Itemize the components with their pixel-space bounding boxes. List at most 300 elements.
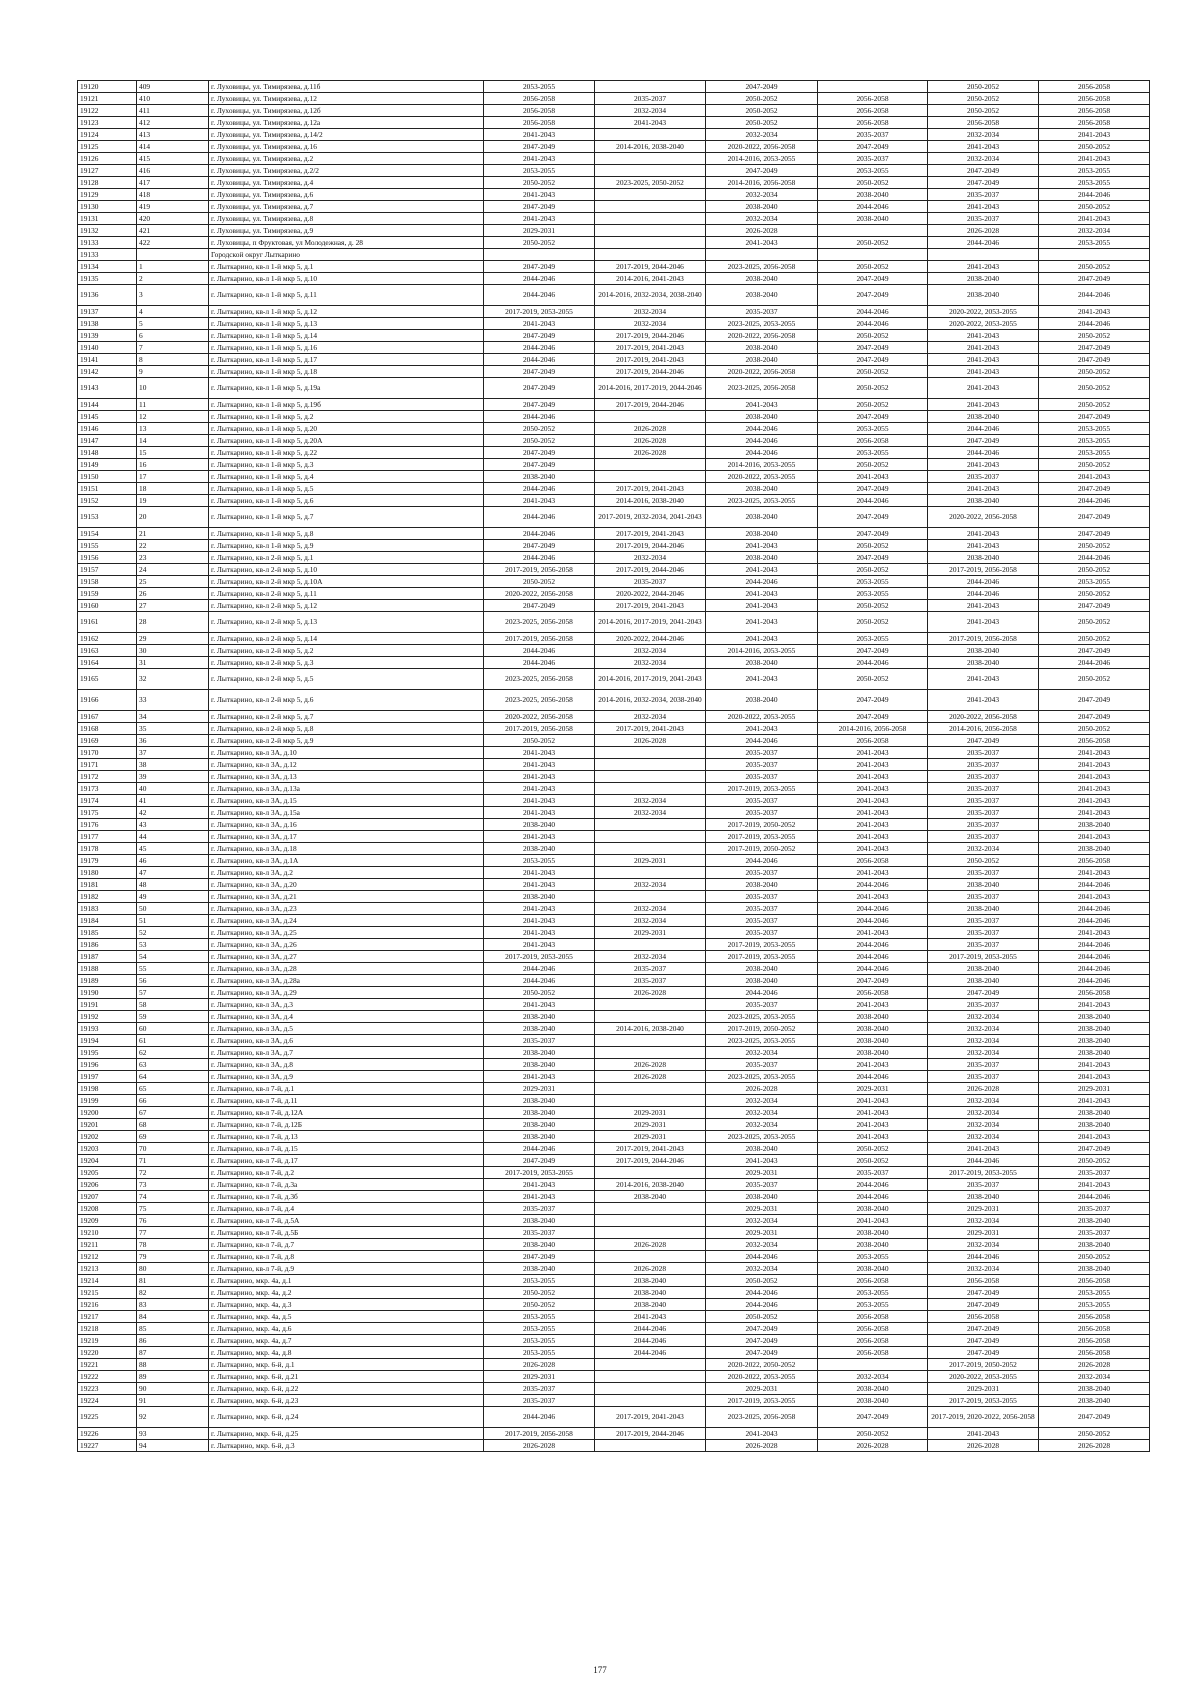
table-cell: 2044-2046 xyxy=(706,1251,818,1263)
table-cell: 19171 xyxy=(78,759,137,771)
table-cell: 2044-2046 xyxy=(484,273,595,285)
table-row xyxy=(78,915,1150,927)
table-cell: 2044-2046 xyxy=(484,1143,595,1155)
table-cell: 2041-2043 xyxy=(928,459,1039,471)
table-row xyxy=(78,588,1150,600)
table-cell: г. Лыткарино, кв-л 7-й, д.8 xyxy=(209,1251,484,1263)
table-cell: 2041-2043 xyxy=(818,747,928,759)
table-cell: 2050-2052 xyxy=(1039,1155,1150,1167)
table-cell: 2038-2040 xyxy=(484,1107,595,1119)
table-cell: г. Лыткарино, кв-л 3А, д.26 xyxy=(209,939,484,951)
table-cell: 13 xyxy=(137,423,209,435)
table-row xyxy=(78,330,1150,342)
table-cell: 2038-2040 xyxy=(928,975,1039,987)
table-cell: 2044-2046 xyxy=(706,735,818,747)
table-cell: 76 xyxy=(137,1215,209,1227)
table-row xyxy=(78,459,1150,471)
table-cell: 2053-2055 xyxy=(1039,435,1150,447)
table-cell: 2050-2052 xyxy=(818,378,928,399)
table-cell: 2020-2022, 2056-2058 xyxy=(928,711,1039,723)
table-cell: 19151 xyxy=(78,483,137,495)
table-cell: 2050-2052 xyxy=(1039,1428,1150,1440)
table-cell: 2029-2031 xyxy=(818,1083,928,1095)
table-cell: 2017-2019, 2050-2052 xyxy=(706,1023,818,1035)
table-cell: 2038-2040 xyxy=(1039,1035,1150,1047)
table-cell: 2050-2052 xyxy=(818,261,928,273)
table-cell: 2014-2016, 2053-2055 xyxy=(706,459,818,471)
table-cell: 2044-2046 xyxy=(818,879,928,891)
table-cell: 2047-2049 xyxy=(1039,690,1150,711)
table-row xyxy=(78,843,1150,855)
table-cell: 2053-2055 xyxy=(818,588,928,600)
table-cell: 2035-2037 xyxy=(818,153,928,165)
table-cell: 2047-2049 xyxy=(484,201,595,213)
table-cell: 19183 xyxy=(78,903,137,915)
table-cell: 19211 xyxy=(78,1239,137,1251)
table-row xyxy=(78,189,1150,201)
table-cell: 61 xyxy=(137,1035,209,1047)
table-cell xyxy=(595,831,706,843)
table-cell: 2050-2052 xyxy=(484,237,595,249)
table-cell xyxy=(595,153,706,165)
table-cell: 2032-2034 xyxy=(595,951,706,963)
table-cell: 2041-2043 xyxy=(928,1143,1039,1155)
table-cell: 2035-2037 xyxy=(595,93,706,105)
table-cell: 2032-2034 xyxy=(928,1107,1039,1119)
table-cell: г. Лыткарино, мкр. 6-й, д.21 xyxy=(209,1371,484,1383)
table-cell: г. Лыткарино, кв-л 1-й мкр 5, д.9 xyxy=(209,540,484,552)
table-cell: 2050-2052 xyxy=(1039,399,1150,411)
table-cell: 2035-2037 xyxy=(928,939,1039,951)
table-cell: 19220 xyxy=(78,1347,137,1359)
table-cell: 2038-2040 xyxy=(595,1275,706,1287)
table-cell: 2032-2034 xyxy=(595,807,706,819)
table-cell: 2017-2019, 2044-2046 xyxy=(595,540,706,552)
table-cell: 2047-2049 xyxy=(1039,711,1150,723)
table-cell: 2026-2028 xyxy=(706,225,818,237)
table-cell: г. Лыткарино, кв-л 1-й мкр 5, д.20А xyxy=(209,435,484,447)
table-cell xyxy=(595,1359,706,1371)
table-cell: 2032-2034 xyxy=(706,213,818,225)
table-cell: 410 xyxy=(137,93,209,105)
table-cell: 2038-2040 xyxy=(484,1059,595,1071)
table-cell: 2038-2040 xyxy=(706,354,818,366)
table-cell: 2017-2019, 2053-2055 xyxy=(928,1167,1039,1179)
table-cell: 2047-2049 xyxy=(706,1323,818,1335)
table-row xyxy=(78,1191,1150,1203)
table-cell: 2050-2052 xyxy=(1039,330,1150,342)
table-cell: 2014-2016, 2017-2019, 2041-2043 xyxy=(595,669,706,690)
table-cell: 2056-2058 xyxy=(1039,117,1150,129)
table-cell: г. Лыткарино, кв-л 2-й мкр 5, д.14 xyxy=(209,633,484,645)
table-cell: 2041-2043 xyxy=(928,366,1039,378)
table-cell: 2035-2037 xyxy=(706,891,818,903)
table-cell: 2047-2049 xyxy=(484,330,595,342)
table-cell: 412 xyxy=(137,117,209,129)
table-cell: 19179 xyxy=(78,855,137,867)
table-cell: 19177 xyxy=(78,831,137,843)
table-cell: 2038-2040 xyxy=(595,1299,706,1311)
table-cell: 2038-2040 xyxy=(1039,1047,1150,1059)
table-cell: 19173 xyxy=(78,783,137,795)
table-cell: 2056-2058 xyxy=(818,105,928,117)
table-cell: г. Лыткарино, кв-л 1-й мкр 5, д.7 xyxy=(209,507,484,528)
table-cell: 43 xyxy=(137,819,209,831)
table-row xyxy=(78,564,1150,576)
table-cell: 2029-2031 xyxy=(706,1203,818,1215)
table-cell: 2038-2040 xyxy=(1039,1395,1150,1407)
table-cell: 2026-2028 xyxy=(595,1239,706,1251)
table-cell: г. Лыткарино, мкр. 4а, д.7 xyxy=(209,1335,484,1347)
table-cell: 40 xyxy=(137,783,209,795)
table-cell: 2041-2043 xyxy=(818,891,928,903)
table-cell: 2044-2046 xyxy=(706,987,818,999)
table-cell: 2056-2058 xyxy=(1039,1347,1150,1359)
table-cell: 2020-2022, 2050-2052 xyxy=(706,1359,818,1371)
table-cell: 54 xyxy=(137,951,209,963)
table-row xyxy=(78,1407,1150,1428)
table-cell: 39 xyxy=(137,771,209,783)
table-row xyxy=(78,1383,1150,1395)
table-cell: г. Лыткарино, кв-л 3А, д.7 xyxy=(209,1047,484,1059)
table-cell: 2044-2046 xyxy=(595,1335,706,1347)
table-cell: 19196 xyxy=(78,1059,137,1071)
table-cell: 2044-2046 xyxy=(818,963,928,975)
table-cell: 19227 xyxy=(78,1440,137,1452)
table-cell: 19195 xyxy=(78,1047,137,1059)
table-cell: 19190 xyxy=(78,987,137,999)
table-cell xyxy=(595,999,706,1011)
table-cell: 2050-2052 xyxy=(484,1287,595,1299)
table-cell: 2032-2034 xyxy=(928,1011,1039,1023)
table-cell: г. Лыткарино, кв-л 3А, д.1А xyxy=(209,855,484,867)
table-cell: 2032-2034 xyxy=(595,306,706,318)
table-cell: 2050-2052 xyxy=(818,1155,928,1167)
table-cell: 2035-2037 xyxy=(706,771,818,783)
table-cell xyxy=(595,225,706,237)
table-cell: 2035-2037 xyxy=(1039,1227,1150,1239)
table-cell: 2023-2025, 2056-2058 xyxy=(706,378,818,399)
table-cell: 2032-2034 xyxy=(595,795,706,807)
table-cell: 2017-2019, 2053-2055 xyxy=(928,1395,1039,1407)
table-cell: 2032-2034 xyxy=(595,903,706,915)
table-cell: 2044-2046 xyxy=(484,552,595,564)
table-cell: 2053-2055 xyxy=(818,576,928,588)
table-row xyxy=(78,1371,1150,1383)
table-cell: 2041-2043 xyxy=(484,939,595,951)
table-cell: 2041-2043 xyxy=(818,1059,928,1071)
table-cell: 2023-2025, 2053-2055 xyxy=(706,1011,818,1023)
table-cell: 19166 xyxy=(78,690,137,711)
table-cell: 2032-2034 xyxy=(1039,1371,1150,1383)
table-cell: 2038-2040 xyxy=(818,1047,928,1059)
table-cell: 2020-2022, 2056-2058 xyxy=(706,330,818,342)
table-row xyxy=(78,528,1150,540)
table-cell: 15 xyxy=(137,447,209,459)
table-row xyxy=(78,633,1150,645)
table-cell: 2014-2016, 2038-2040 xyxy=(595,141,706,153)
table-cell: 2026-2028 xyxy=(706,1440,818,1452)
table-cell: 2038-2040 xyxy=(595,1287,706,1299)
table-cell: 2041-2043 xyxy=(484,318,595,330)
table-cell: 2053-2055 xyxy=(818,1299,928,1311)
table-cell: 2056-2058 xyxy=(1039,855,1150,867)
table-cell: 2053-2055 xyxy=(484,81,595,93)
table-row xyxy=(78,1047,1150,1059)
table-cell: 22 xyxy=(137,540,209,552)
table-cell: г. Лыткарино, кв-л 1-й мкр 5, д.16 xyxy=(209,342,484,354)
table-cell: 19157 xyxy=(78,564,137,576)
table-cell: 2014-2016, 2056-2058 xyxy=(928,723,1039,735)
table-cell: 2053-2055 xyxy=(1039,423,1150,435)
table-cell: г. Лыткарино, кв-л 7-й, д.2 xyxy=(209,1167,484,1179)
table-cell: 2032-2034 xyxy=(706,1095,818,1107)
table-cell: 2047-2049 xyxy=(706,1347,818,1359)
table-cell: 2038-2040 xyxy=(706,483,818,495)
table-cell: 19223 xyxy=(78,1383,137,1395)
table-cell: 2041-2043 xyxy=(818,1107,928,1119)
table-cell: 2032-2034 xyxy=(928,1131,1039,1143)
table-cell: 2041-2043 xyxy=(818,999,928,1011)
table-cell: 2047-2049 xyxy=(484,600,595,612)
table-cell: 2026-2028 xyxy=(484,1359,595,1371)
table-cell: г. Лыткарино, кв-л 3А, д.15а xyxy=(209,807,484,819)
table-row xyxy=(78,129,1150,141)
table-cell: 2047-2049 xyxy=(484,261,595,273)
table-cell: 2038-2040 xyxy=(1039,1383,1150,1395)
table-cell: 2038-2040 xyxy=(706,552,818,564)
table-cell: г. Лыткарино, мкр. 4а, д.2 xyxy=(209,1287,484,1299)
table-cell: 2041-2043 xyxy=(706,612,818,633)
table-cell: 2047-2049 xyxy=(818,354,928,366)
table-row xyxy=(78,867,1150,879)
table-row xyxy=(78,378,1150,399)
table-cell: 47 xyxy=(137,867,209,879)
table-cell: 19191 xyxy=(78,999,137,1011)
table-cell: 2050-2052 xyxy=(1039,633,1150,645)
table-cell: 6 xyxy=(137,330,209,342)
table-cell: 2038-2040 xyxy=(484,1239,595,1251)
table-cell: 19147 xyxy=(78,435,137,447)
table-cell xyxy=(595,213,706,225)
table-cell: 2047-2049 xyxy=(818,645,928,657)
table-cell: 2035-2037 xyxy=(928,795,1039,807)
table-cell xyxy=(595,189,706,201)
table-cell: 2041-2043 xyxy=(484,189,595,201)
table-cell: 2041-2043 xyxy=(484,495,595,507)
table-cell: 2050-2052 xyxy=(1039,201,1150,213)
table-cell: 2035-2037 xyxy=(706,999,818,1011)
table-cell: г. Лыткарино, мкр. 4а, д.3 xyxy=(209,1299,484,1311)
table-cell: 2017-2019, 2041-2043 xyxy=(595,528,706,540)
table-cell: 2050-2052 xyxy=(1039,378,1150,399)
table-row xyxy=(78,1035,1150,1047)
table-cell: 2032-2034 xyxy=(706,129,818,141)
table-cell: 2035-2037 xyxy=(595,576,706,588)
table-cell: 2041-2043 xyxy=(928,483,1039,495)
table-cell: 2017-2019, 2053-2055 xyxy=(484,1167,595,1179)
table-cell: 2014-2016, 2038-2040 xyxy=(595,1179,706,1191)
table-cell: 2050-2052 xyxy=(1039,1251,1150,1263)
table-row xyxy=(78,105,1150,117)
table-cell: 2017-2019, 2044-2046 xyxy=(595,366,706,378)
table-cell: 2017-2019, 2053-2055 xyxy=(706,951,818,963)
table-cell: 2020-2022, 2056-2058 xyxy=(484,588,595,600)
table-cell xyxy=(818,249,928,261)
table-cell: 2017-2019, 2041-2043 xyxy=(595,354,706,366)
table-cell: 2044-2046 xyxy=(595,1347,706,1359)
table-cell: 2032-2034 xyxy=(928,1215,1039,1227)
table-cell: 2026-2028 xyxy=(928,225,1039,237)
table-cell xyxy=(595,411,706,423)
table-cell: г. Лыткарино, кв-л 2-й мкр 5, д.11 xyxy=(209,588,484,600)
table-cell: 2038-2040 xyxy=(1039,1215,1150,1227)
table-cell: 86 xyxy=(137,1335,209,1347)
table-cell: 19158 xyxy=(78,576,137,588)
table-cell: 2053-2055 xyxy=(1039,1299,1150,1311)
table-row xyxy=(78,927,1150,939)
table-cell: 2035-2037 xyxy=(928,1179,1039,1191)
table-cell: 19203 xyxy=(78,1143,137,1155)
table-cell: 2020-2022, 2053-2055 xyxy=(706,711,818,723)
table-cell: 2044-2046 xyxy=(595,1323,706,1335)
table-cell: 19213 xyxy=(78,1263,137,1275)
table-cell: 19182 xyxy=(78,891,137,903)
table-row xyxy=(78,1155,1150,1167)
table-cell: 11 xyxy=(137,399,209,411)
table-cell: 2044-2046 xyxy=(818,1191,928,1203)
table-cell: 2041-2043 xyxy=(484,903,595,915)
table-row xyxy=(78,657,1150,669)
table-cell: 2047-2049 xyxy=(818,528,928,540)
table-cell: 2029-2031 xyxy=(484,1371,595,1383)
table-cell: г. Лыткарино, мкр. 6-й, д.1 xyxy=(209,1359,484,1371)
table-cell: 2047-2049 xyxy=(928,1347,1039,1359)
table-row xyxy=(78,93,1150,105)
table-cell: 19193 xyxy=(78,1023,137,1035)
table-cell: 2041-2043 xyxy=(1039,927,1150,939)
table-cell: 2044-2046 xyxy=(928,576,1039,588)
table-row xyxy=(78,273,1150,285)
table-cell: 8 xyxy=(137,354,209,366)
table-cell: 2029-2031 xyxy=(595,927,706,939)
table-row xyxy=(78,891,1150,903)
table-cell: 2035-2037 xyxy=(706,903,818,915)
table-cell: 2041-2043 xyxy=(818,771,928,783)
table-cell: г. Лыткарино, кв-л 1-й мкр 5, д.19а xyxy=(209,378,484,399)
table-cell: 2029-2031 xyxy=(706,1167,818,1179)
table-cell: 2041-2043 xyxy=(484,867,595,879)
table-cell: 19224 xyxy=(78,1395,137,1407)
table-cell: 2038-2040 xyxy=(928,411,1039,423)
table-cell: 2038-2040 xyxy=(1039,1263,1150,1275)
table-cell: 2056-2058 xyxy=(818,1323,928,1335)
table-cell: 30 xyxy=(137,645,209,657)
table-cell: г. Лыткарино, кв-л 3А, д.29 xyxy=(209,987,484,999)
table-cell: 2053-2055 xyxy=(818,633,928,645)
table-cell: 2038-2040 xyxy=(484,1263,595,1275)
table-cell: г. Лыткарино, кв-л 1-й мкр 5, д.14 xyxy=(209,330,484,342)
table-cell: 2041-2043 xyxy=(928,378,1039,399)
table-row xyxy=(78,1440,1150,1452)
table-cell: 2026-2028 xyxy=(595,1263,706,1275)
table-cell xyxy=(595,1251,706,1263)
table-cell: 2053-2055 xyxy=(818,1251,928,1263)
table-cell: 2053-2055 xyxy=(484,1311,595,1323)
table-cell: 2044-2046 xyxy=(706,1287,818,1299)
table-cell: 422 xyxy=(137,237,209,249)
table-cell: 2047-2049 xyxy=(1039,342,1150,354)
table-cell: 2023-2025, 2056-2058 xyxy=(484,612,595,633)
table-cell: 2032-2034 xyxy=(706,189,818,201)
table-cell: 2053-2055 xyxy=(818,165,928,177)
table-cell: 2017-2019, 2056-2058 xyxy=(928,633,1039,645)
table-row xyxy=(78,1395,1150,1407)
table-cell: г. Лыткарино, кв-л 3А, д.4 xyxy=(209,1011,484,1023)
table-cell: 19131 xyxy=(78,213,137,225)
table-cell: 55 xyxy=(137,963,209,975)
table-cell: 2041-2043 xyxy=(818,1095,928,1107)
table-cell: 2044-2046 xyxy=(484,975,595,987)
table-cell: г. Лыткарино, кв-л 2-й мкр 5, д.3 xyxy=(209,657,484,669)
table-cell: 2032-2034 xyxy=(928,1095,1039,1107)
table-cell: 2041-2043 xyxy=(928,141,1039,153)
table-cell: г. Лыткарино, кв-л 2-й мкр 5, д.9 xyxy=(209,735,484,747)
table-cell: 2035-2037 xyxy=(706,1059,818,1071)
table-row xyxy=(78,165,1150,177)
table-cell: 2038-2040 xyxy=(1039,1011,1150,1023)
table-cell: 2053-2055 xyxy=(1039,237,1150,249)
table-cell: 19192 xyxy=(78,1011,137,1023)
table-cell xyxy=(595,1440,706,1452)
table-cell: 2035-2037 xyxy=(928,1059,1039,1071)
table-cell: г. Луховицы, ул. Тимирязева, д.12б xyxy=(209,105,484,117)
table-cell: 2017-2019, 2053-2055 xyxy=(484,306,595,318)
table-cell: 2041-2043 xyxy=(928,669,1039,690)
table-cell: 32 xyxy=(137,669,209,690)
table-cell: 38 xyxy=(137,759,209,771)
table-cell: 2035-2037 xyxy=(818,1167,928,1179)
table-cell: 2038-2040 xyxy=(818,1035,928,1047)
table-cell: 2050-2052 xyxy=(818,669,928,690)
table-cell: г. Лыткарино, кв-л 1-й мкр 5, д.1 xyxy=(209,261,484,273)
table-cell: 2047-2049 xyxy=(1039,507,1150,528)
table-row xyxy=(78,354,1150,366)
table-cell: 56 xyxy=(137,975,209,987)
table-cell: г. Лыткарино, кв-л 7-й, д.3а xyxy=(209,1179,484,1191)
table-cell: 2041-2043 xyxy=(484,771,595,783)
table-cell: 2041-2043 xyxy=(928,540,1039,552)
table-cell: 2056-2058 xyxy=(928,1311,1039,1323)
table-cell: г. Лыткарино, кв-л 3А, д.15 xyxy=(209,795,484,807)
table-cell: 2050-2052 xyxy=(484,987,595,999)
table-cell xyxy=(595,1011,706,1023)
table-cell: г. Луховицы, ул. Тимирязева, д.9 xyxy=(209,225,484,237)
table-row xyxy=(78,600,1150,612)
table-cell: 70 xyxy=(137,1143,209,1155)
table-row xyxy=(78,285,1150,306)
table-cell: г. Лыткарино, кв-л 3А, д.24 xyxy=(209,915,484,927)
table-cell: 2017-2019, 2053-2055 xyxy=(706,1395,818,1407)
table-cell xyxy=(595,129,706,141)
table-cell: 2047-2049 xyxy=(818,1407,928,1428)
table-cell: 19202 xyxy=(78,1131,137,1143)
table-cell: 2035-2037 xyxy=(706,807,818,819)
table-cell: г. Лыткарино, кв-л 1-й мкр 5, д.10 xyxy=(209,273,484,285)
table-cell: 2041-2043 xyxy=(484,153,595,165)
table-cell: 19137 xyxy=(78,306,137,318)
table-cell: 2017-2019, 2056-2058 xyxy=(484,723,595,735)
